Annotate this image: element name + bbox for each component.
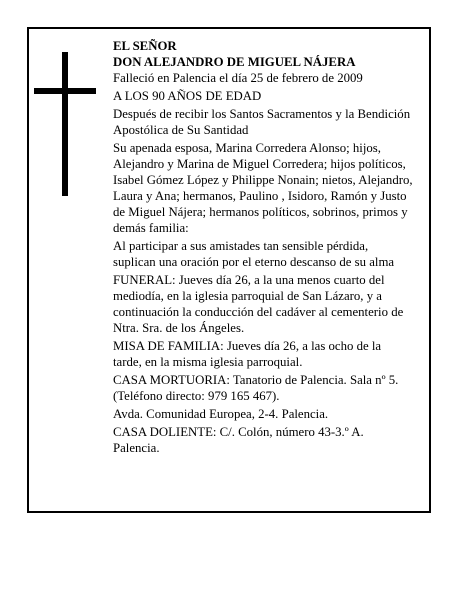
obituary-text (113, 38, 413, 458)
cross-icon (34, 52, 96, 196)
obituary-title (113, 38, 413, 70)
deceased-name: DON ALEJANDRO DE MIGUEL NÁJERA (113, 55, 356, 69)
sacraments-paragraph: Después de recibir los Santos Sacramentos y la Bendición Apostólica de Su Santidad (113, 107, 411, 137)
death-notice: Falleció en Palencia el día 25 de febrero de 2009 (113, 71, 363, 85)
address-line: Avda. Comunidad Europea, 2-4. Palencia. (113, 407, 329, 421)
mortuary-paragraph: CASA MORTUORIA: Tanatorio de Palencia. Sala nº 5. (Teléfono directo: 979 165 467). (113, 373, 399, 403)
mourning-house-paragraph: CASA DOLIENTE: C/. Colón, número 43-3.º A. Palencia. (113, 425, 364, 455)
family-mass-paragraph: MISA DE FAMILIA: Jueves día 26, a las ocho de la tarde, en la misma iglesia parroquial. (113, 339, 382, 369)
funeral-paragraph: FUNERAL: Jueves día 26, a la una menos cuarto del mediodía, en la iglesia parroquial de San Lázaro, y a continuación la conducción del cadáver al cementerio de Ntra. Sra. de los Ángeles. (113, 273, 404, 335)
age-line: A LOS 90 AÑOS DE EDAD (113, 89, 262, 103)
request-paragraph: Al participar a sus amistades tan sensible pérdida, suplican una oración por el eterno descanso de su alma (113, 239, 395, 269)
family-paragraph: Su apenada esposa, Marina Corredera Alonso; hijos, Alejandro y Marina de Miguel Corredera; hijos políticos, Isabel Gómez López y Philippe Nonain; nietos, Alejandro, Laura y Ana; hermanos, Paulino , Isidoro, Ramón y Justo de Miguel Nájera; hermanos políticos, sobrinos, primos y demás familia: (113, 141, 413, 235)
title-line-1: EL SEÑOR (113, 39, 177, 53)
